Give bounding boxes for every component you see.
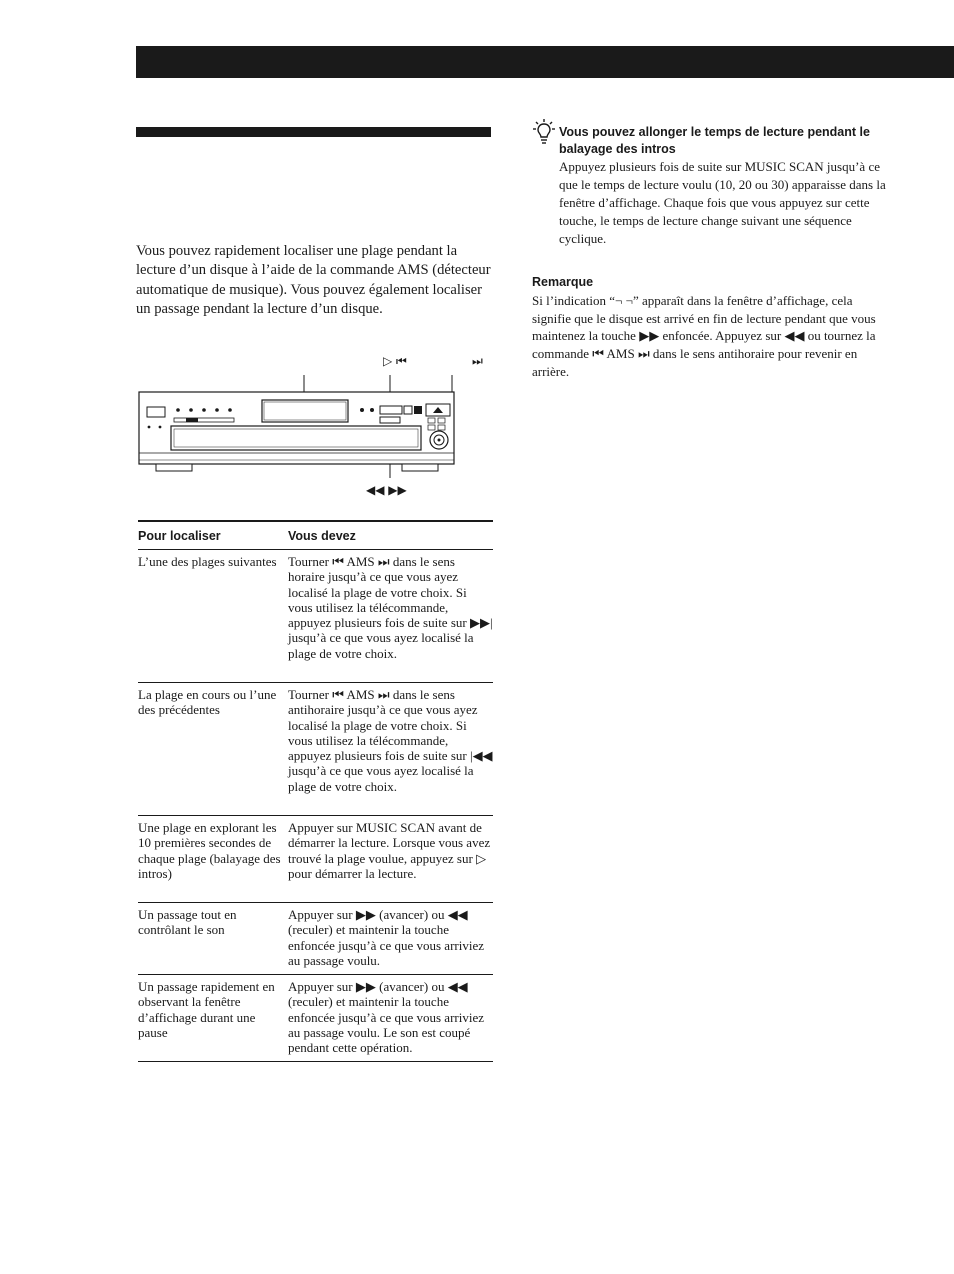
table-header [138, 522, 493, 550]
row-action: Appuyer sur MUSIC SCAN avant de démarrer la lecture. Lorsque vous avez trouvé la plage voulue, appuyez sur ▷ pour démarrer la lecture. [288, 820, 491, 881]
row-target: L’une des plages suivantes [138, 554, 277, 569]
cd-player-illustration [136, 350, 500, 510]
lightbulb-icon [533, 118, 555, 146]
table-row [138, 816, 493, 903]
tip-title: Vous pouvez allonger le temps de lecture pendant le balayage des intros [559, 125, 870, 156]
table-row [138, 683, 493, 816]
note-title: Remarque [532, 275, 594, 289]
tip-body: Appuyez plusieurs fois de suite sur MUSIC SCAN jusqu’à ce que le temps de lecture voulu (10, 20 ou 30) apparaisse dans la fenêtre d’affichage. Chaque fois que vous appuyez sur cette touche, le temps de lecture change suivant une séquence cyclique. [559, 159, 886, 246]
row-target: La plage en cours ou l’une des précédentes [138, 687, 277, 718]
intro-paragraph: Vous pouvez rapidement localiser une plage pendant la lecture d’un disque à l’aide de la commande AMS (détecteur automatique de musique). Vous pouvez également localiser un passage pendant la lecture d’un disque. [136, 243, 491, 317]
cd-player-figure [136, 350, 500, 510]
row-target: Un passage tout en contrôlant le son [138, 907, 237, 938]
header-col1: Pour localiser [138, 529, 221, 543]
note-body: Si l’indication “¬ ¬” apparaît dans la fenêtre d’affichage, cela signifie que le disque est arrivé en fin de lecture pendant que vous maintenez la touche ▶▶ enfoncée. Appuyez sur ◀◀ ou tournez la commande ⏮ AMS ⏭ dans le sens antihoraire pour revenir en arrière. [532, 293, 876, 379]
play-prev-label: ▷ ⏮ [383, 354, 407, 368]
next-label: ⏭ [472, 354, 483, 368]
table-row [138, 975, 493, 1062]
header-bar [136, 46, 954, 78]
row-action: Appuyer sur ▶▶ (avancer) ou ◀◀ (reculer) et maintenir la touche enfoncée jusqu’à ce que vous arriviez au passage voulu. Le son est coupé pendant cette opération. [288, 979, 484, 1056]
rew-ff-label: ◀◀ ▶▶ [366, 483, 407, 497]
row-target: Une plage en explorant les 10 premières secondes de chaque plage (balayage des intros) [138, 820, 281, 881]
table-row [138, 903, 493, 975]
table-row [138, 550, 493, 683]
locate-table [138, 520, 493, 1062]
row-target: Un passage rapidement en observant la fenêtre d’affichage durant une pause [138, 979, 275, 1040]
row-action: Tourner ⏮ AMS ⏭ dans le sens horaire jusqu’à ce que vous ayez localisé la plage de votre choix. Si vous utilisez la télécommande, appuyez plusieurs fois de suite sur ▶▶| jusqu’à ce que vous ayez localisé la plage de votre choix. [288, 554, 493, 661]
section-rule [136, 127, 491, 137]
row-action: Tourner ⏮ AMS ⏭ dans le sens antihoraire jusqu’à ce que vous ayez localisé la plage de votre choix. Si vous utilisez la télécommande, appuyez plusieurs fois de suite sur |◀◀ jusqu’à ce que vous ayez localisé la plage de votre choix. [288, 687, 493, 794]
header-col2: Vous devez [288, 529, 356, 543]
row-action: Appuyer sur ▶▶ (avancer) ou ◀◀ (reculer) et maintenir la touche enfoncée jusqu’à ce que vous arriviez au passage voulu. [288, 907, 484, 968]
